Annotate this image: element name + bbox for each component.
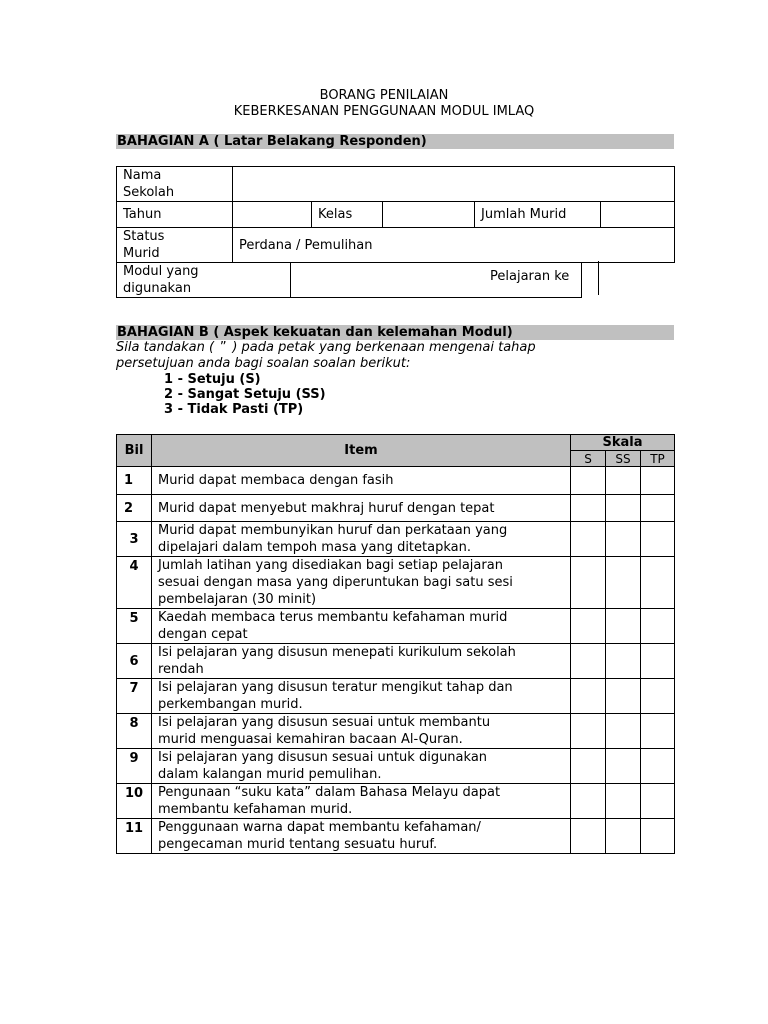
table-row [117, 784, 675, 819]
scale-1: 1 - Setuju (S) [164, 372, 261, 387]
table-row [117, 749, 675, 784]
checkbox-ss[interactable] [606, 644, 641, 679]
respondent-table [116, 166, 675, 298]
row-number: 3 [117, 522, 152, 557]
row-number: 6 [117, 644, 152, 679]
nama-sekolah-label: Nama Sekolah [117, 167, 233, 202]
table-row [117, 467, 675, 495]
form-subtitle: KEBERKESANAN PENGGUNAAN MODUL IMLAQ [233, 104, 535, 119]
col-skala-header: Skala [571, 435, 675, 451]
checkbox-s[interactable] [571, 495, 606, 522]
instruction-line-2: persetujuan anda bagi soalan soalan berikut: [116, 356, 411, 371]
row-item: Kaedah membaca terus membantu kefahaman murid dengan cepat [152, 609, 571, 644]
checkbox-tp[interactable] [641, 819, 675, 854]
checkbox-s[interactable] [571, 467, 606, 495]
checkbox-s[interactable] [571, 609, 606, 644]
checkbox-ss[interactable] [606, 749, 641, 784]
row-number: 4 [117, 557, 152, 609]
modul-label: Modul yang digunakan [117, 263, 291, 298]
row-number: 8 [117, 714, 152, 749]
table-row [117, 644, 675, 679]
tick-icon: ” [219, 340, 227, 355]
scale-2: 2 - Sangat Setuju (SS) [164, 387, 326, 402]
row-item: Penggunaan warna dapat membantu kefahaman/ pengecaman murid tentang sesuatu huruf. [152, 819, 571, 854]
row-number: 1 [117, 467, 152, 495]
row-item: Isi pelajaran yang disusun menepati kurikulum sekolah rendah [152, 644, 571, 679]
row-number: 7 [117, 679, 152, 714]
row-item: Jumlah latihan yang disediakan bagi setiap pelajaran sesuai dengan masa yang diperuntukan bagi satu sesi pembelajaran (30 minit) [152, 557, 571, 609]
scale-3: 3 - Tidak Pasti (TP) [164, 402, 304, 417]
table-row [117, 522, 675, 557]
col-item-header: Item [152, 435, 571, 467]
checkbox-s[interactable] [571, 644, 606, 679]
col-bil-header: Bil [117, 435, 152, 467]
row-number: 11 [117, 819, 152, 854]
col-s-header: S [571, 451, 606, 467]
row-number: 2 [117, 495, 152, 522]
row-number: 10 [117, 784, 152, 819]
checkbox-s[interactable] [571, 557, 606, 609]
pelajaran-ke-label: Pelajaran ke [490, 269, 570, 284]
instruction-line-1: Sila tandakan ( ” ) pada petak yang berkenaan mengenai tahap [116, 340, 536, 355]
checkbox-ss[interactable] [606, 784, 641, 819]
checkbox-ss[interactable] [606, 522, 641, 557]
table-row [117, 557, 675, 609]
checkbox-tp[interactable] [641, 749, 675, 784]
checkbox-ss[interactable] [606, 557, 641, 609]
checkbox-s[interactable] [571, 679, 606, 714]
checkbox-ss[interactable] [606, 679, 641, 714]
jumlah-murid-label: Jumlah Murid [475, 202, 601, 228]
row-item: Isi pelajaran yang disusun sesuai untuk membantu murid menguasai kemahiran bacaan Al-Quran. [152, 714, 571, 749]
checkbox-tp[interactable] [641, 557, 675, 609]
checkbox-ss[interactable] [606, 609, 641, 644]
checkbox-s[interactable] [571, 749, 606, 784]
tahun-field[interactable] [233, 202, 312, 228]
row-item: Pengunaan “suku kata” dalam Bahasa Melayu dapat membantu kefahaman murid. [152, 784, 571, 819]
checkbox-tp[interactable] [641, 714, 675, 749]
row-number: 5 [117, 609, 152, 644]
table-row [117, 819, 675, 854]
checkbox-ss[interactable] [606, 819, 641, 854]
checkbox-s[interactable] [571, 784, 606, 819]
checkbox-s[interactable] [571, 714, 606, 749]
jumlah-murid-field[interactable] [601, 202, 675, 228]
row-item: Murid dapat menyebut makhraj huruf dengan tepat [152, 495, 571, 522]
nama-sekolah-field[interactable] [233, 167, 675, 202]
table-row [117, 679, 675, 714]
checkbox-tp[interactable] [641, 495, 675, 522]
checkbox-tp[interactable] [641, 644, 675, 679]
checkbox-tp[interactable] [641, 522, 675, 557]
kelas-label: Kelas [312, 202, 383, 228]
checkbox-tp[interactable] [641, 784, 675, 819]
status-murid-value[interactable]: Perdana / Pemulihan [233, 228, 675, 263]
col-ss-header: SS [606, 451, 641, 467]
kelas-field[interactable] [383, 202, 475, 228]
assessment-table [116, 434, 675, 854]
checkbox-tp[interactable] [641, 679, 675, 714]
checkbox-s[interactable] [571, 819, 606, 854]
form-title: BORANG PENILAIAN [319, 88, 449, 103]
table-row [117, 714, 675, 749]
row-item: Isi pelajaran yang disusun sesuai untuk digunakan dalam kalangan murid pemulihan. [152, 749, 571, 784]
row-item: Murid dapat membunyikan huruf dan perkataan yang dipelajari dalam tempoh masa yang ditetapkan. [152, 522, 571, 557]
table-row [117, 609, 675, 644]
row-item: Murid dapat membaca dengan fasih [152, 467, 571, 495]
checkbox-ss[interactable] [606, 714, 641, 749]
section-a-title: BAHAGIAN A ( Latar Belakang Responden) [116, 134, 674, 149]
tahun-label: Tahun [117, 202, 233, 228]
checkbox-s[interactable] [571, 522, 606, 557]
table-row [117, 495, 675, 522]
col-tp-header: TP [641, 451, 675, 467]
pelajaran-ke-field[interactable] [598, 261, 599, 295]
row-item: Isi pelajaran yang disusun teratur mengikut tahap dan perkembangan murid. [152, 679, 571, 714]
checkbox-ss[interactable] [606, 467, 641, 495]
checkbox-tp[interactable] [641, 467, 675, 495]
status-murid-label: Status Murid [117, 228, 233, 263]
checkbox-tp[interactable] [641, 609, 675, 644]
section-b-title: BAHAGIAN B ( Aspek kekuatan dan kelemahan Modul) [116, 325, 674, 340]
row-number: 9 [117, 749, 152, 784]
checkbox-ss[interactable] [606, 495, 641, 522]
